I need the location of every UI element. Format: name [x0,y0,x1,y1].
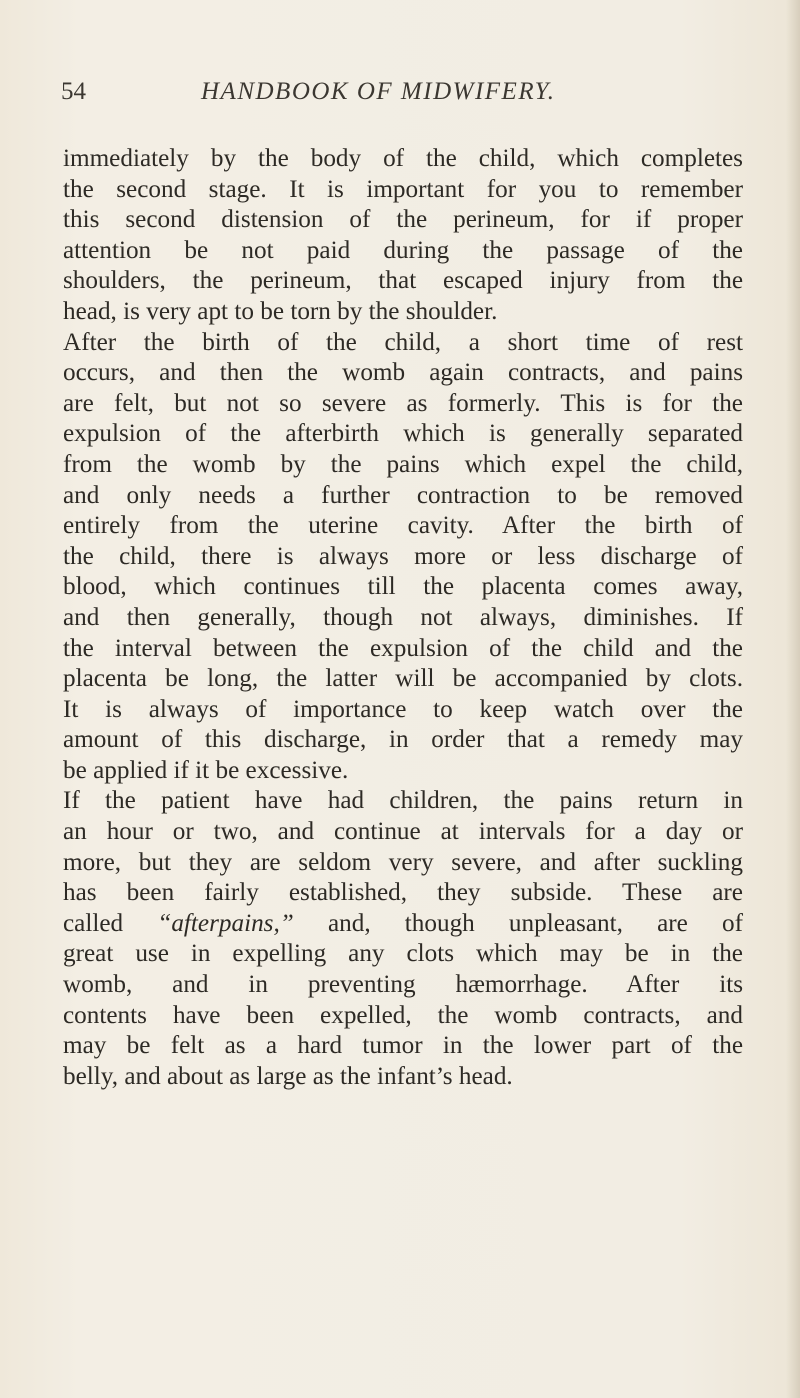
text-line: After the birth of the child, a short time of rest [63,328,743,356]
text-line: belly, and about as large as the infant’s head. [63,1062,513,1090]
text-line: great use in expelling any clots which may be in the [63,940,743,968]
text-line: immediately by the body of the child, which completes [63,145,743,172]
text-line: the interval between the expulsion of the child and the [63,634,743,662]
text-line: contents have been expelled, the womb contracts, and [63,1001,743,1029]
text-line-with-term [63,909,743,940]
text-line: blood, which continues till the placenta comes away, [63,573,743,601]
text-line: this second distension of the perineum, for if proper [63,206,743,234]
text-line: womb, and in preventing hæmorrhage. After its [63,971,743,999]
text-line: the second stage. It is important for you to remember [63,175,743,203]
page-header [61,78,741,112]
text-line: shoulders, the perineum, that escaped injury from the [63,267,743,295]
text-line: placenta be long, the latter will be accompanied by clots. [63,665,743,693]
body-text [63,144,743,1092]
text-line: and only needs a further contraction to be removed [63,481,743,509]
page-number: 54 [61,78,86,105]
text-line: are felt, but not so severe as formerly. This is for the [63,389,743,417]
text-line: more, but they are seldom very severe, and after suckling [63,848,743,876]
text-line: amount of this discharge, in order that a remedy may [63,726,743,754]
text-line: be applied if it be excessive. [63,756,349,784]
italic-term: “afterpains,” [157,909,294,937]
text-line: occurs, and then the womb again contracts, and pains [63,359,743,387]
text-line: entirely from the uterine cavity. After the birth of [63,512,743,540]
text-line: It is always of importance to keep watch over the [63,695,743,723]
text-line: the child, there is always more or less discharge of [63,542,743,570]
text-line: expulsion of the afterbirth which is generally separated [63,420,743,448]
text-line: an hour or two, and continue at intervals for a day or [63,818,743,846]
text-line: If the patient have had children, the pains return in [63,787,743,815]
text-line: and then generally, though not always, diminishes. If [63,603,743,631]
text-fragment: and, though unpleasant, are of [327,909,743,937]
running-title: HANDBOOK OF MIDWIFERY. [201,78,556,105]
text-fragment: called [63,909,124,937]
text-line: head, is very apt to be torn by the shoulder. [63,297,498,325]
page-edge-shadow [786,0,800,1398]
text-line: from the womb by the pains which expel the child, [63,450,743,478]
text-line: has been fairly established, they subside. These are [63,879,743,907]
text-line: attention be not paid during the passage of the [63,236,743,264]
text-line: may be felt as a hard tumor in the lower part of the [63,1032,743,1060]
